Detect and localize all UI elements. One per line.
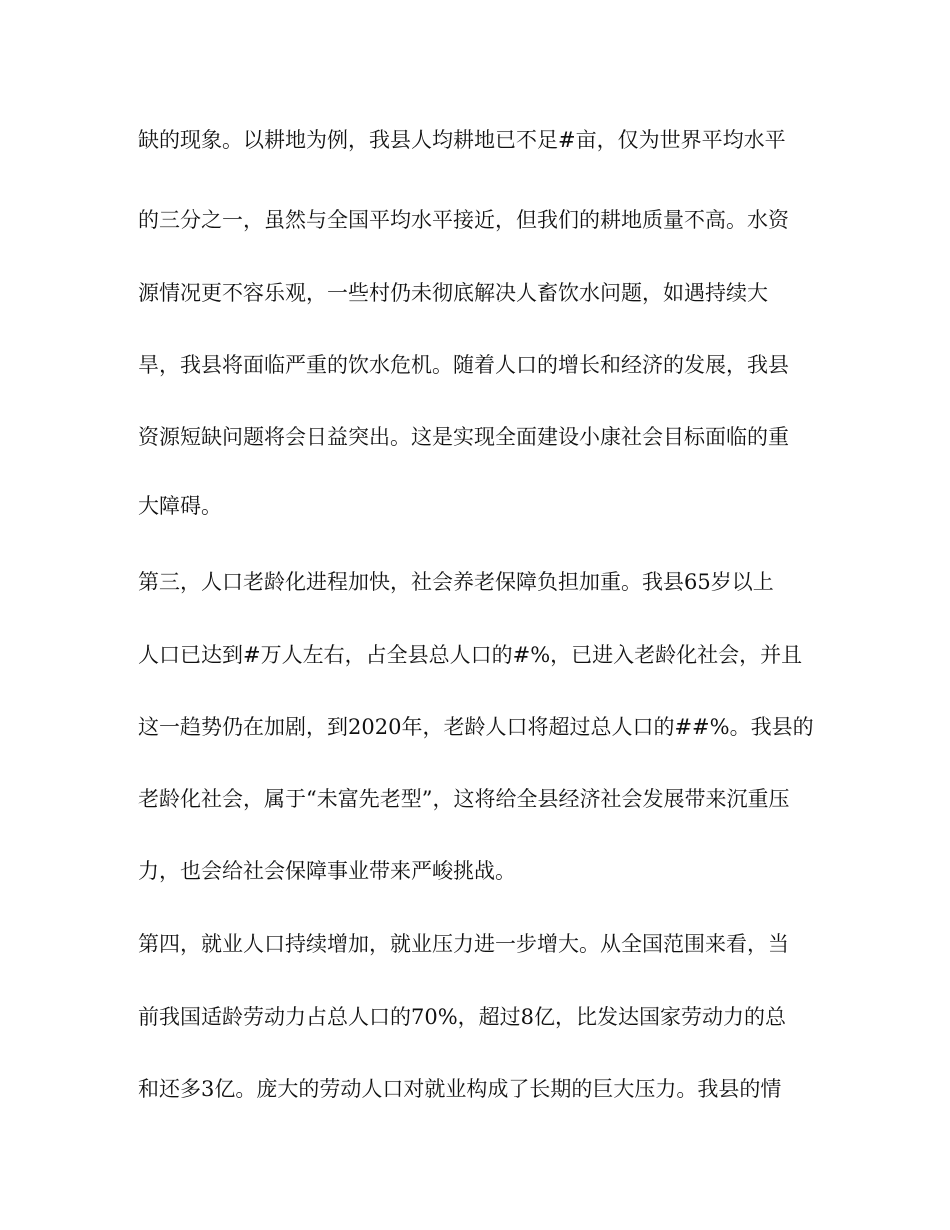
- text-line: 资源短缺问题将会日益突出。这是实现全面建设小康社会目标面临的重: [138, 425, 789, 449]
- text-line: 这一趋势仍在加剧，到2020年，老龄人口将超过总人口的##%。我县的: [138, 715, 814, 739]
- text-line: 源情况更不容乐观，一些村仍未彻底解决人畜饮水问题，如遇持续大: [138, 281, 768, 305]
- text-line: 大障碍。: [138, 494, 222, 518]
- text-line: 的三分之一，虽然与全国平均水平接近，但我们的耕地质量不高。水资: [138, 208, 789, 232]
- text-line: 老龄化社会，属于“未富先老型”，这将给全县经济社会发展带来沉重压: [138, 787, 790, 811]
- text-line: 缺的现象。以耕地为例，我县人均耕地已不足#亩，仅为世界平均水平: [138, 128, 786, 152]
- paragraph-start-line: 第四，就业人口持续增加，就业压力进一步增大。从全国范围来看，当: [138, 932, 789, 956]
- text-line: 力，也会给社会保障事业带来严峻挑战。: [138, 859, 516, 883]
- text-line: 旱，我县将面临严重的饮水危机。随着人口的增长和经济的发展，我县: [138, 353, 789, 377]
- text-line: 人口已达到#万人左右，占全县总人口的#%，已进入老龄化社会，并且: [138, 643, 803, 667]
- paragraph-start-line: 第三，人口老龄化进程加快，社会养老保障负担加重。我县65岁以上: [138, 570, 774, 594]
- text-line: 和还多3亿。庞大的劳动人口对就业构成了长期的巨大压力。我县的情: [138, 1077, 782, 1101]
- text-line: 前我国适龄劳动力占总人口的70%，超过8亿，比发达国家劳动力的总: [138, 1005, 787, 1029]
